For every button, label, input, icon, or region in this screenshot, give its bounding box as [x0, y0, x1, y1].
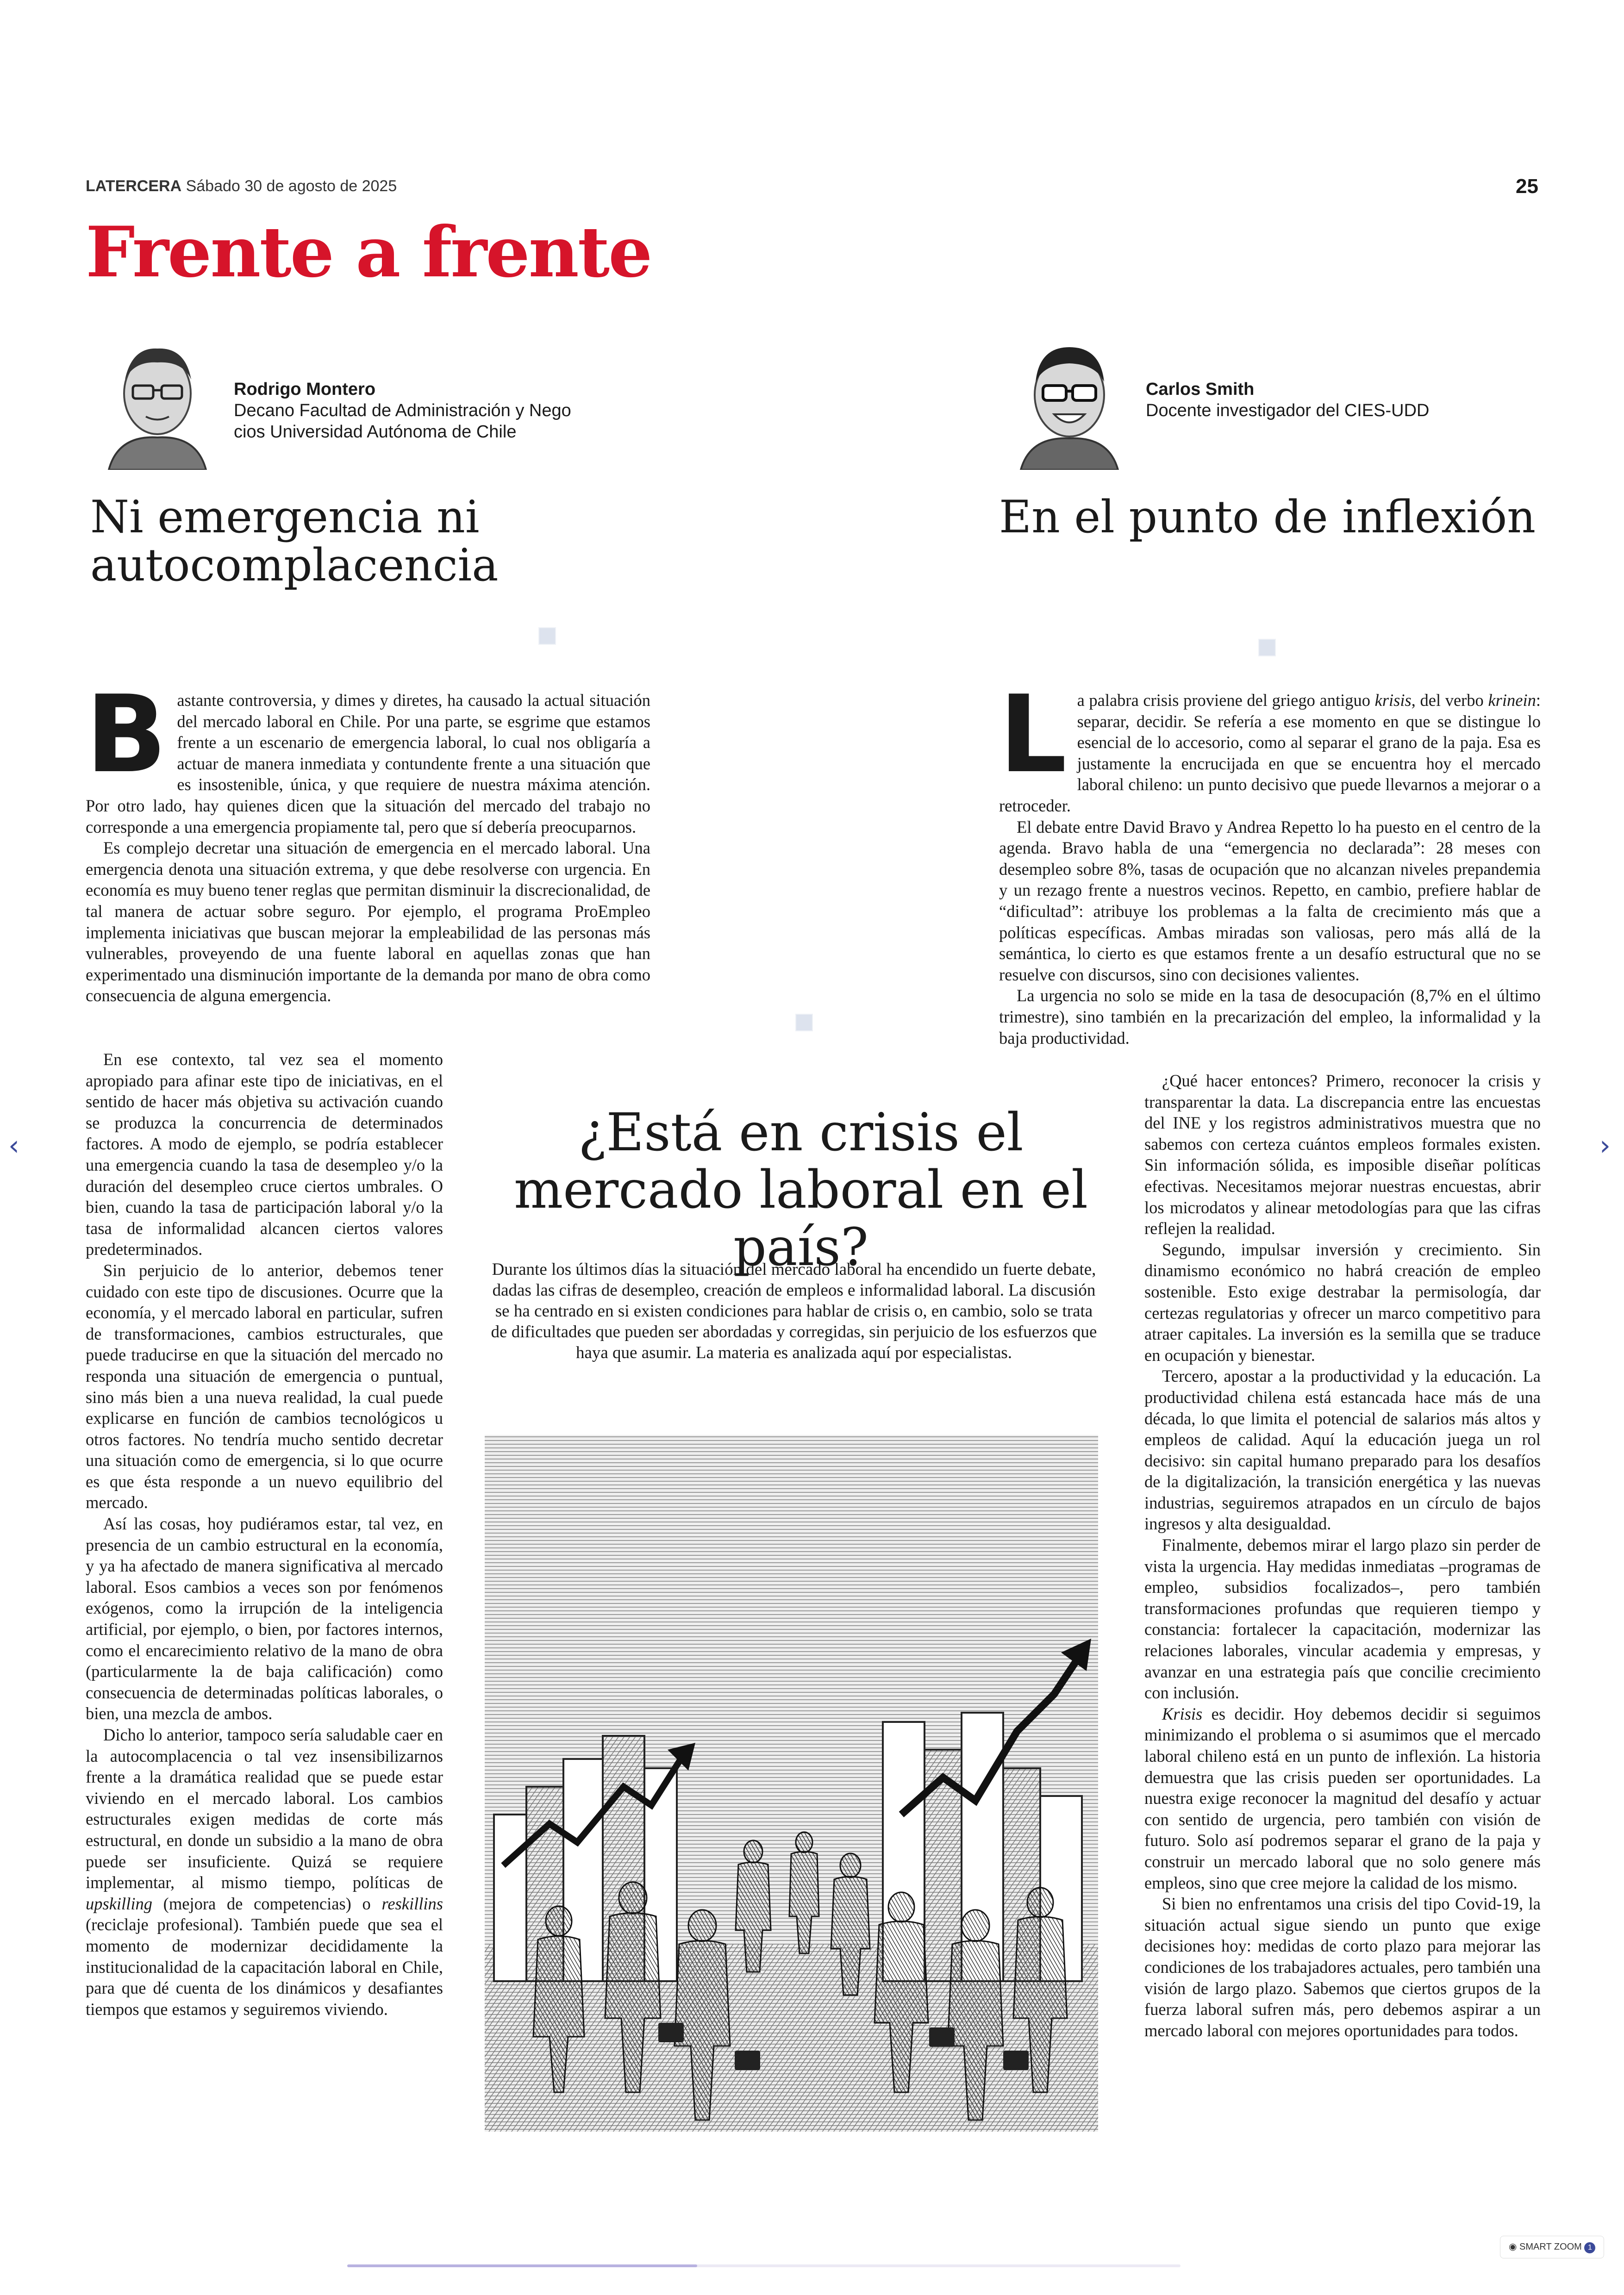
left-article-bottom: [86, 1049, 443, 2020]
right-paragraph-4: ¿Qué hacer entonces? Primero, reconocer la crisis y transparentar la data. La discrepancia entre las encuestas del INE y los registros administrativos muestra que no sabemos con certeza cuántos empleos formales existen. Sin información sólida, es imposible diseñar políticas efectivas. Necesitamos mejorar nuestras encuestas, abrir los microdatos y alinear metodologías para que las cifras reflejen la realidad.: [1144, 1071, 1541, 1238]
left-paragraph-2: Es complejo decretar una situación de emergencia en el mercado laboral. Una emergencia denota una situación extrema, y que debe resolverse con urgencia. En economía es muy bueno tener reglas que permitan disminuir la discrecionalidad, de tal manera de actuar sobre seguro. Por ejemplo, el programa ProEmpleo implementa iniciativas que buscan mejorar la empleabilidad de las personas más vulnerables, proveyendo de una fuente laboral en aquellas zonas que han experimentado una disminución importante de la demanda por mano de obra como consecuencia de alguna emergencia.: [86, 838, 650, 1005]
page-number: 25: [1516, 175, 1538, 198]
right-dropcap: L: [999, 673, 1067, 797]
left-paragraph-1: Bastante controversia, y dimes y diretes, ha causado la actual situación del mercado laboral en Chile. Por una parte, se esgrime que estamos frente a un escenario de emergencia laboral, lo cual nos obligaría a actuar de manera inmediata y contundente frente a una situación que es insostenible, única, y que requiere de nuestra máxima atención. Por otro lado, hay quienes dicen que la situación del mercado del trabajo no corresponde a una emergencia propiamente tal, pero que sí debería preocuparnos.: [86, 673, 650, 836]
left-headline: Ni emergencia ni autocomplacencia: [90, 491, 499, 591]
smart-zoom-button[interactable]: [1500, 2236, 1604, 2258]
author-portrait-icon: [104, 336, 211, 470]
left-paragraph-4: Sin perjuicio de lo anterior, debemos tener cuidado con este tipo de discusiones. Ocurre que la economía, y el mercado laboral en particular, sufren de transformaciones, cambios estructurales, que puede traducirse en que la situación del mercado no responda una situación de emergencia o puntual, sino más bien a una nueva realidad, la cual puede explicarse en función de cambios tecnológicos u otros factores. No tendría mucho sentido decretar una situación como de emergencia, si lo que ocurre es que ésta responde a un nuevo equilibrio del mercado.: [86, 1260, 443, 1512]
issue-date: Sábado 30 de agosto de 2025: [186, 177, 397, 195]
smart-zoom-label: SMART ZOOM: [1519, 2242, 1582, 2252]
next-page-button[interactable]: ›: [1599, 1129, 1611, 1162]
right-byline: [1146, 379, 1430, 421]
right-article-top: [999, 673, 1541, 1048]
decorative-square: [1258, 639, 1276, 656]
decorative-square: [795, 1014, 813, 1031]
right-paragraph-9: Si bien no enfrentamos una crisis del tipo Covid-19, la situación actual sigue siendo un punto que exige decisiones hoy: medidas de corto plazo para mejorar las condiciones de los trabajadores actuales, pero también una visión de largo plazo. Sabemos que ciertos grupos de la fuerza laboral sufren más, pero debemos aspirar a un mercado laboral con mejores oportunidades para todos.: [1144, 1894, 1541, 2040]
left-author-role-line1: Decano Facultad de Administración y Nego: [234, 401, 571, 420]
left-author-name: Rodrigo Montero: [234, 380, 376, 399]
left-author-role-line2: cios Universidad Autónoma de Chile: [234, 422, 517, 442]
left-paragraph-3: En ese contexto, tal vez sea el momento apropiado para afinar este tipo de iniciativas, en el sentido de hacer más objetiva su activación cuando se produzca la concurrencia de determinados factores. A modo de ejemplo, se podría establecer una emergencia cuando la tasa de desempleo y/o la duración del desempleo cruce ciertos umbrales. O bien, cuando la tasa de participación laboral y/o la tasa de informalidad alcancen ciertos valores predeterminados.: [86, 1050, 443, 1259]
right-paragraph-1: La palabra crisis proviene del griego antiguo krisis, del verbo krinein: separar, decidir. Se refería a ese momento en que se distingue lo esencial de lo accesorio, como al separar el grano de la paja. Esa es justamente la encrucijada en que se encuentra hoy el mercado laboral chileno: un punto decisivo que puede llevarnos a mejorar o a retroceder.: [999, 673, 1541, 815]
smart-zoom-badge: 1: [1584, 2242, 1595, 2253]
previous-page-button[interactable]: ‹: [8, 1129, 19, 1162]
reading-progress-fill: [347, 2264, 697, 2267]
right-headline: En el punto de inflexión: [999, 491, 1536, 543]
left-paragraph-6: Dicho lo anterior, tampoco sería saludable caer en la autocomplacencia o tal vez insensibilizarnos frente a la dramática realidad que se puede estar viviendo en el mercado laboral. Los cambios estructurales exigen medidas de corte más estructural, en donde un subsidio a la mano de obra puede ser insuficiente. Quizá se requiere implementar, al mismo tiempo, políticas de upskilling (mejora de competencias) o reskillins (reciclaje profesional). También puede que sea el momento de modernizar decididamente la institucionalidad de la capacitación laboral en Chile, para que dé cuenta de los dinámicos y desafiantes tiempos que estamos y seguiremos viviendo.: [86, 1725, 443, 2019]
right-paragraph-2: El debate entre David Bravo y Andrea Repetto lo ha puesto en el centro de la agenda. Bravo habla de una “emergencia no declarada”: 28 meses con desempleo sobre 8%, tasas de ocupación que no alcanzan niveles prepandemia y un rezago frente a nuestros vecinos. Repetto, en cambio, prefiere hablar de “dificultad”: atribuye los problemas a la falta de crecimiento más que a políticas específicas. Ambas miradas son valiosas, pero más allá de la semántica, lo cierto es que estamos frente a un desafío estructural que no se resuelve con discursos, sino con decisiones valientes.: [999, 817, 1541, 984]
right-article-bottom: [1144, 1070, 1541, 2041]
left-article-top: [86, 673, 650, 1006]
right-author-role: Docente investigador del CIES-UDD: [1146, 401, 1430, 420]
right-paragraph-8: Krisis es decidir. Hoy debemos decidir si seguimos minimizando el problema o si asumimos que el mercado laboral chileno está en un punto de inflexión. La historia demuestra que las crisis pueden ser oportunidades. La nuestra exige reconocer la magnitud del desafío y actuar con sentido de urgencia, pero también con visión de futuro. Solo así podremos separar el grano de la paja y construir un mercado laboral que no solo genere más empleos, sino que cree mejore la calidad de los mismo.: [1144, 1704, 1541, 1892]
author-portrait-icon: [1016, 336, 1123, 470]
masthead: [86, 177, 397, 195]
workers-and-growth-chart-illustration: [485, 1435, 1098, 2132]
right-paragraph-6: Tercero, apostar a la productividad y la educación. La productividad chilena está estancada hace más de una década, lo que limita el potencial de salarios más altos y empleos de calidad. Aquí la educación juega un rol decisivo: sin capital humano preparado para los desafíos de la digitalización, la transición energética y las nuevas industrias, seguiremos atrapados en un círculo de bajos ingresos y alta desigualdad.: [1144, 1366, 1541, 1534]
left-paragraph-5: Así las cosas, hoy pudiéramos estar, tal vez, en presencia de un cambio estructural en la economía, y ya ha afectado de manera significativa al mercado laboral. Esos cambios a veces son por fenómenos exógenos, como la irrupción de la inteligencia artificial, por ejemplo, o bien, por factores internos, como el encarecimiento relativo de la mano de obra (particularmente la de baja calificación) como consecuencia de determinadas políticas laborales, o bien, una mezcla de ambos.: [86, 1514, 443, 1723]
right-paragraph-5: Segundo, impulsar inversión y crecimiento. Sin dinamismo económico no habrá creación de empleo sostenible. Esto exige destrabar la permisología, dar certezas regulatorias y ofrecer un marco competitivo para atraer capitales. La inversión es la semilla que se traduce en ocupación y bienestar.: [1144, 1240, 1541, 1365]
right-author-name: Carlos Smith: [1146, 380, 1255, 399]
eye-icon: ◉: [1509, 2242, 1517, 2252]
center-lead: Durante los últimos días la situación del mercado laboral ha encendido un fuerte debate, dadas las cifras de desempleo, creación de empleos e informalidad laboral. La discusión se ha centrado en si existen condiciones para hablar de crisis o, en cambio, solo se trata de dificultades que pueden ser abordadas y corregidas, sin perjuicio de los esfuerzos que haya que asumir. La materia es analizada aquí por especialistas.: [491, 1260, 1097, 1362]
right-author-photo: [1016, 336, 1123, 470]
section-title: Frente a frente: [86, 212, 651, 293]
left-dropcap: B: [86, 673, 167, 797]
decorative-square: [538, 627, 556, 645]
right-paragraph-7: Finalmente, debemos mirar el largo plazo sin perder de vista la urgencia. Hay medidas inmediatas –programas de empleo, subsidios focalizados–, pero también transformaciones profundas que requieren tiempo y constancia: fortalecer la capacitación, modernizar las relaciones laborales, vincular academia y empresas, y avanzar en una estrategia país que concilie crecimiento con inclusión.: [1144, 1535, 1541, 1703]
left-byline: [234, 379, 571, 443]
illustration: [485, 1435, 1098, 2132]
reading-progress-bar[interactable]: [347, 2264, 1181, 2267]
center-question-title: ¿Está en crisis el mercado laboral en el país?: [514, 1103, 1088, 1278]
newspaper-brand: LATERCERA: [86, 177, 182, 195]
left-author-photo: [104, 336, 211, 470]
right-paragraph-3: La urgencia no solo se mide en la tasa de desocupación (8,7% en el último trimestre), sino también en la precarización del empleo, la informalidad y la baja productividad.: [999, 986, 1541, 1048]
